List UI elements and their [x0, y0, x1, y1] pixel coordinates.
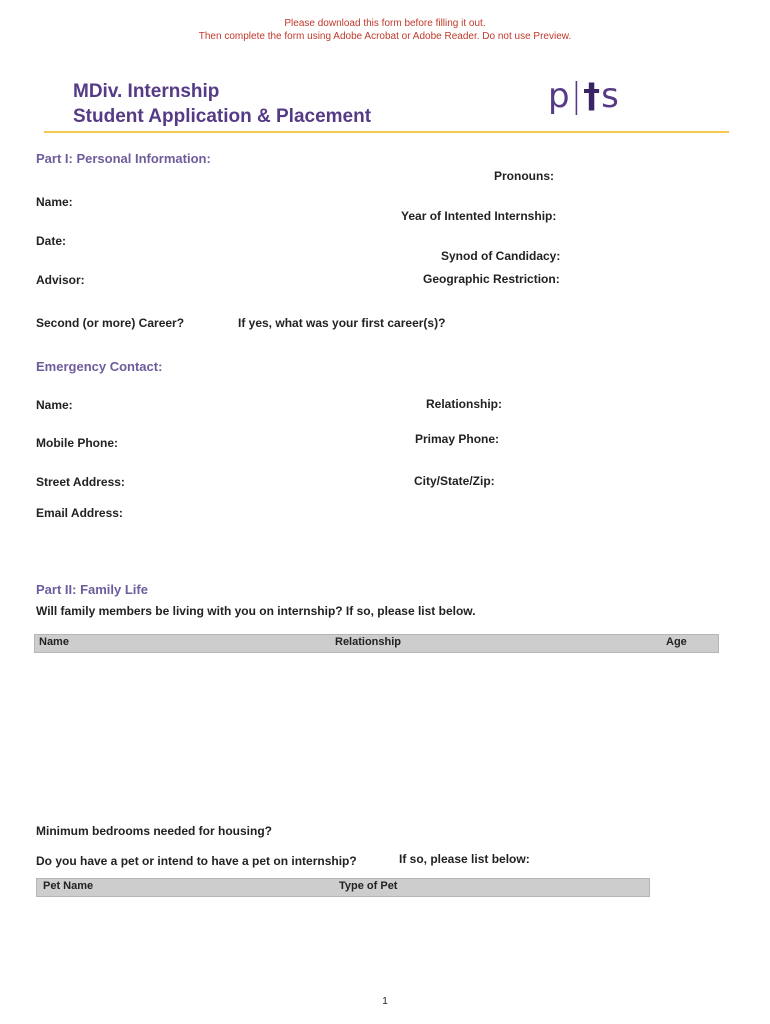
- pet-question: Do you have a pet or intend to have a pet on internship?: [36, 854, 357, 868]
- form-title: MDiv. Internship: [73, 81, 220, 102]
- primary-phone-label: Primay Phone:: [415, 432, 500, 446]
- bedrooms-label: Minimum bedrooms needed for housing?: [36, 824, 273, 838]
- col-name: Name: [39, 636, 69, 648]
- col-pet-name: Pet Name: [43, 880, 94, 892]
- logo-letter-s: s: [601, 76, 620, 116]
- logo-letter-p: p: [548, 76, 571, 116]
- part2-heading: Part II: Family Life: [36, 582, 148, 597]
- cross-icon: †: [583, 76, 602, 116]
- header-divider: [44, 131, 729, 133]
- page-number: 1: [382, 996, 388, 1007]
- part1-heading: Part I: Personal Information:: [36, 151, 211, 166]
- email-address-label: Email Address:: [36, 506, 123, 520]
- plts-logo: [548, 76, 620, 116]
- emergency-name-label: Name:: [36, 398, 73, 412]
- date-label: Date:: [36, 234, 67, 248]
- advisor-label: Advisor:: [36, 273, 85, 287]
- logo-divider: |: [570, 76, 584, 116]
- col-relationship: Relationship: [335, 636, 402, 648]
- pet-table-header: [36, 878, 650, 897]
- family-table-header: [34, 634, 719, 653]
- geo-restriction-label: Geographic Restriction:: [423, 272, 560, 286]
- year-label: Year of Intented Internship:: [401, 209, 557, 223]
- mobile-phone-label: Mobile Phone:: [36, 436, 118, 450]
- reader-notice: Then complete the form using Adobe Acrobat or Adobe Reader. Do not use Preview.: [198, 31, 572, 42]
- synod-label: Synod of Candidacy:: [441, 249, 561, 263]
- pronouns-label: Pronouns:: [494, 169, 554, 183]
- form-subtitle: Student Application & Placement: [73, 106, 372, 127]
- family-question: Will family members be living with you on internship? If so, please list below.: [36, 604, 476, 618]
- emergency-heading: Emergency Contact:: [36, 359, 163, 374]
- relationship-label: Relationship:: [426, 397, 503, 411]
- col-type-of-pet: Type of Pet: [339, 880, 398, 892]
- pet-list-label: If so, please list below:: [399, 852, 530, 866]
- first-career-label: If yes, what was your first career(s)?: [238, 316, 446, 330]
- col-age: Age: [666, 636, 687, 648]
- name-label: Name:: [36, 195, 73, 209]
- second-career-label: Second (or more) Career?: [36, 316, 185, 330]
- download-notice: Please download this form before filling it out.: [284, 18, 486, 29]
- city-state-zip-label: City/State/Zip:: [414, 474, 495, 488]
- street-address-label: Street Address:: [36, 475, 125, 489]
